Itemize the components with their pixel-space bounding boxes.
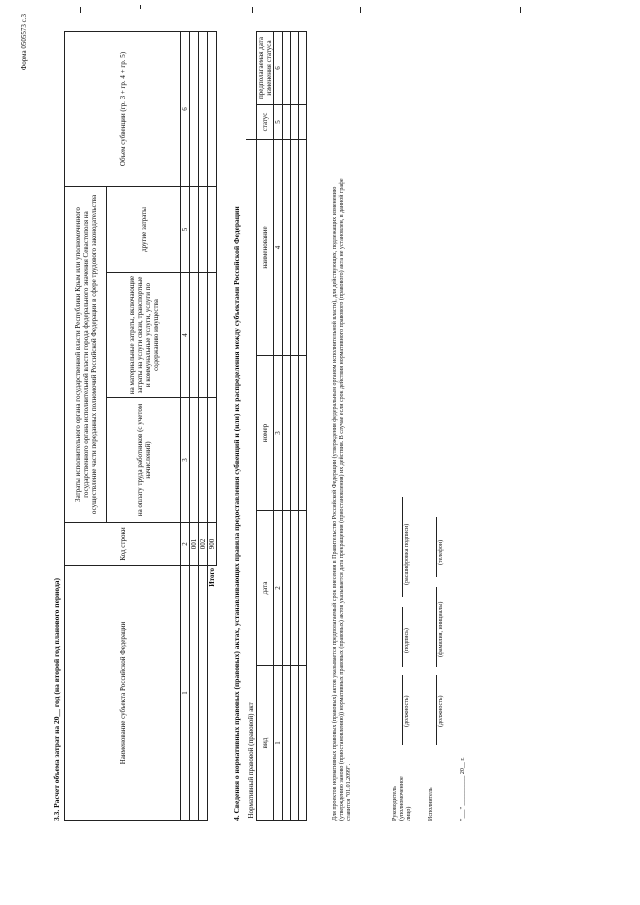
header-other: другие затраты: [107, 187, 181, 273]
position-line: [402, 675, 403, 745]
cell: [208, 187, 217, 273]
total-code: 900: [208, 523, 217, 566]
cell: [190, 187, 199, 273]
col-num: 2: [181, 523, 190, 566]
decoding-line: [402, 497, 403, 597]
cell: [282, 105, 290, 140]
table-row: [282, 32, 290, 821]
scan-mark: [360, 7, 361, 13]
cell: [199, 273, 208, 398]
header-code: Код строки: [65, 523, 181, 566]
total-row: [208, 32, 217, 821]
cell: [208, 32, 217, 187]
col-num: 6: [273, 32, 282, 105]
header-blank: [246, 32, 256, 140]
scan-mark: [80, 7, 81, 13]
cell: [208, 398, 217, 523]
date-line: "___" __________ 20__ г.: [460, 757, 466, 821]
executor-label: Исполнитель: [428, 787, 434, 821]
form-code: Форма 0505573 с.3: [20, 14, 28, 71]
cell: [298, 32, 306, 105]
cell: [290, 511, 298, 666]
col-num: 4: [181, 273, 190, 398]
cell: [190, 32, 199, 187]
position2-caption: (должность): [438, 695, 444, 727]
scan-mark: [252, 7, 253, 13]
col-num: 5: [181, 187, 190, 273]
col-num: 5: [273, 105, 282, 140]
cell: [290, 666, 298, 821]
total-label: Итого: [208, 566, 217, 821]
header-name: наименование: [256, 140, 273, 356]
fio-caption: (фамилия, инициалы): [438, 601, 444, 657]
cell: [290, 32, 298, 105]
header-status-date: предполагаемая дата изменения статуса: [256, 32, 273, 105]
position-caption: (должность): [404, 695, 410, 727]
section-3-3-title: 3.3. Расчет объема затрат на 20__ год (на второй год планового периода): [52, 578, 61, 821]
section-4-table: [246, 31, 307, 821]
cell: [282, 666, 290, 821]
col-num: 3: [181, 398, 190, 523]
cell: [199, 187, 208, 273]
cell: [199, 398, 208, 523]
cell: [199, 566, 208, 821]
cell: [190, 398, 199, 523]
phone-line: [436, 517, 437, 577]
cell: [298, 356, 306, 511]
head-label: Руководитель (уполномоченное лицо): [392, 776, 412, 821]
section-3-3-table: [64, 31, 217, 821]
table-row: [298, 32, 306, 821]
header-costs-group: Затраты исполнительного органа государственной власти Республики Крым или уполномоченного государственного органа исполнительной власти города федерального значения Севастополя на осуществление части переданных полномочий Российской Федерации в сфере трудового законодательства: [65, 187, 107, 523]
cell: [298, 666, 306, 821]
cell: [282, 356, 290, 511]
header-material: на материальные затраты, включающие затраты на услуги связи, транспортные и коммунальные услуги, услуги по содержанию имущества: [107, 273, 181, 398]
header-act-group: Нормативный правовой (правовой) акт: [246, 140, 256, 821]
cell: [298, 105, 306, 140]
cell: [282, 511, 290, 666]
fio-line: [436, 587, 437, 667]
header-subject: Наименование субъекта Российской Федерации: [65, 566, 181, 821]
position2-line: [436, 675, 437, 745]
header-labor: на оплату труда работников (с учетом начислений): [107, 398, 181, 523]
col-num: 1: [273, 666, 282, 821]
cell: [298, 140, 306, 356]
header-date: дата: [256, 511, 273, 666]
header-number: номер: [256, 356, 273, 511]
row-code: 001: [190, 523, 199, 566]
header-status: статус: [256, 105, 273, 140]
cell: [282, 140, 290, 356]
decoding-caption: (расшифровка подписи): [404, 523, 410, 585]
cell: [290, 356, 298, 511]
table-row: [199, 32, 208, 821]
phone-caption: (телефон): [438, 539, 444, 565]
section-4-title: 4. Сведения о нормативных правовых (правовых) актах, устанавливающих правила предоставления субвенций и (или) их распределения между субъектами Российской Федерации: [232, 206, 241, 821]
cell: [190, 566, 199, 821]
column-numbers-row: [273, 32, 282, 821]
column-numbers-row: [181, 32, 190, 821]
cell: [290, 105, 298, 140]
signature-caption: (подпись): [404, 628, 410, 653]
signature-line: [402, 607, 403, 667]
cell: [282, 32, 290, 105]
header-volume: Объем субвенции (гр. 3 + гр. 4 + гр. 5): [65, 32, 181, 187]
header-type: вид: [256, 666, 273, 821]
col-num: 2: [273, 511, 282, 666]
table-row: [190, 32, 199, 821]
footnote: Для проектов нормативных правовых (правовых) актов указывается предполагаемый срок внесения в Правительство Российской Федерации (утверждения федеральным органом исполнительной власти), для действующих, подлежащих изменению (утверждению заново (приостановлению)) нормативных правовых (правовых) актов указывается дата прекращения (приостановления) их действия. В случае если срок действия нормативного правового (правового) акта не установлен, в данной графе ставится "01.01.2099".: [332, 178, 352, 821]
table-row: [290, 32, 298, 821]
cell: [290, 140, 298, 356]
col-num: 6: [181, 32, 190, 187]
col-num: 3: [273, 356, 282, 511]
cell: [190, 273, 199, 398]
col-num: 1: [181, 566, 190, 821]
row-code: 002: [199, 523, 208, 566]
cell: [208, 273, 217, 398]
col-num: 4: [273, 140, 282, 356]
cell: [298, 511, 306, 666]
scan-mark: [520, 7, 521, 13]
cell: [199, 32, 208, 187]
scan-mark: [140, 5, 141, 9]
